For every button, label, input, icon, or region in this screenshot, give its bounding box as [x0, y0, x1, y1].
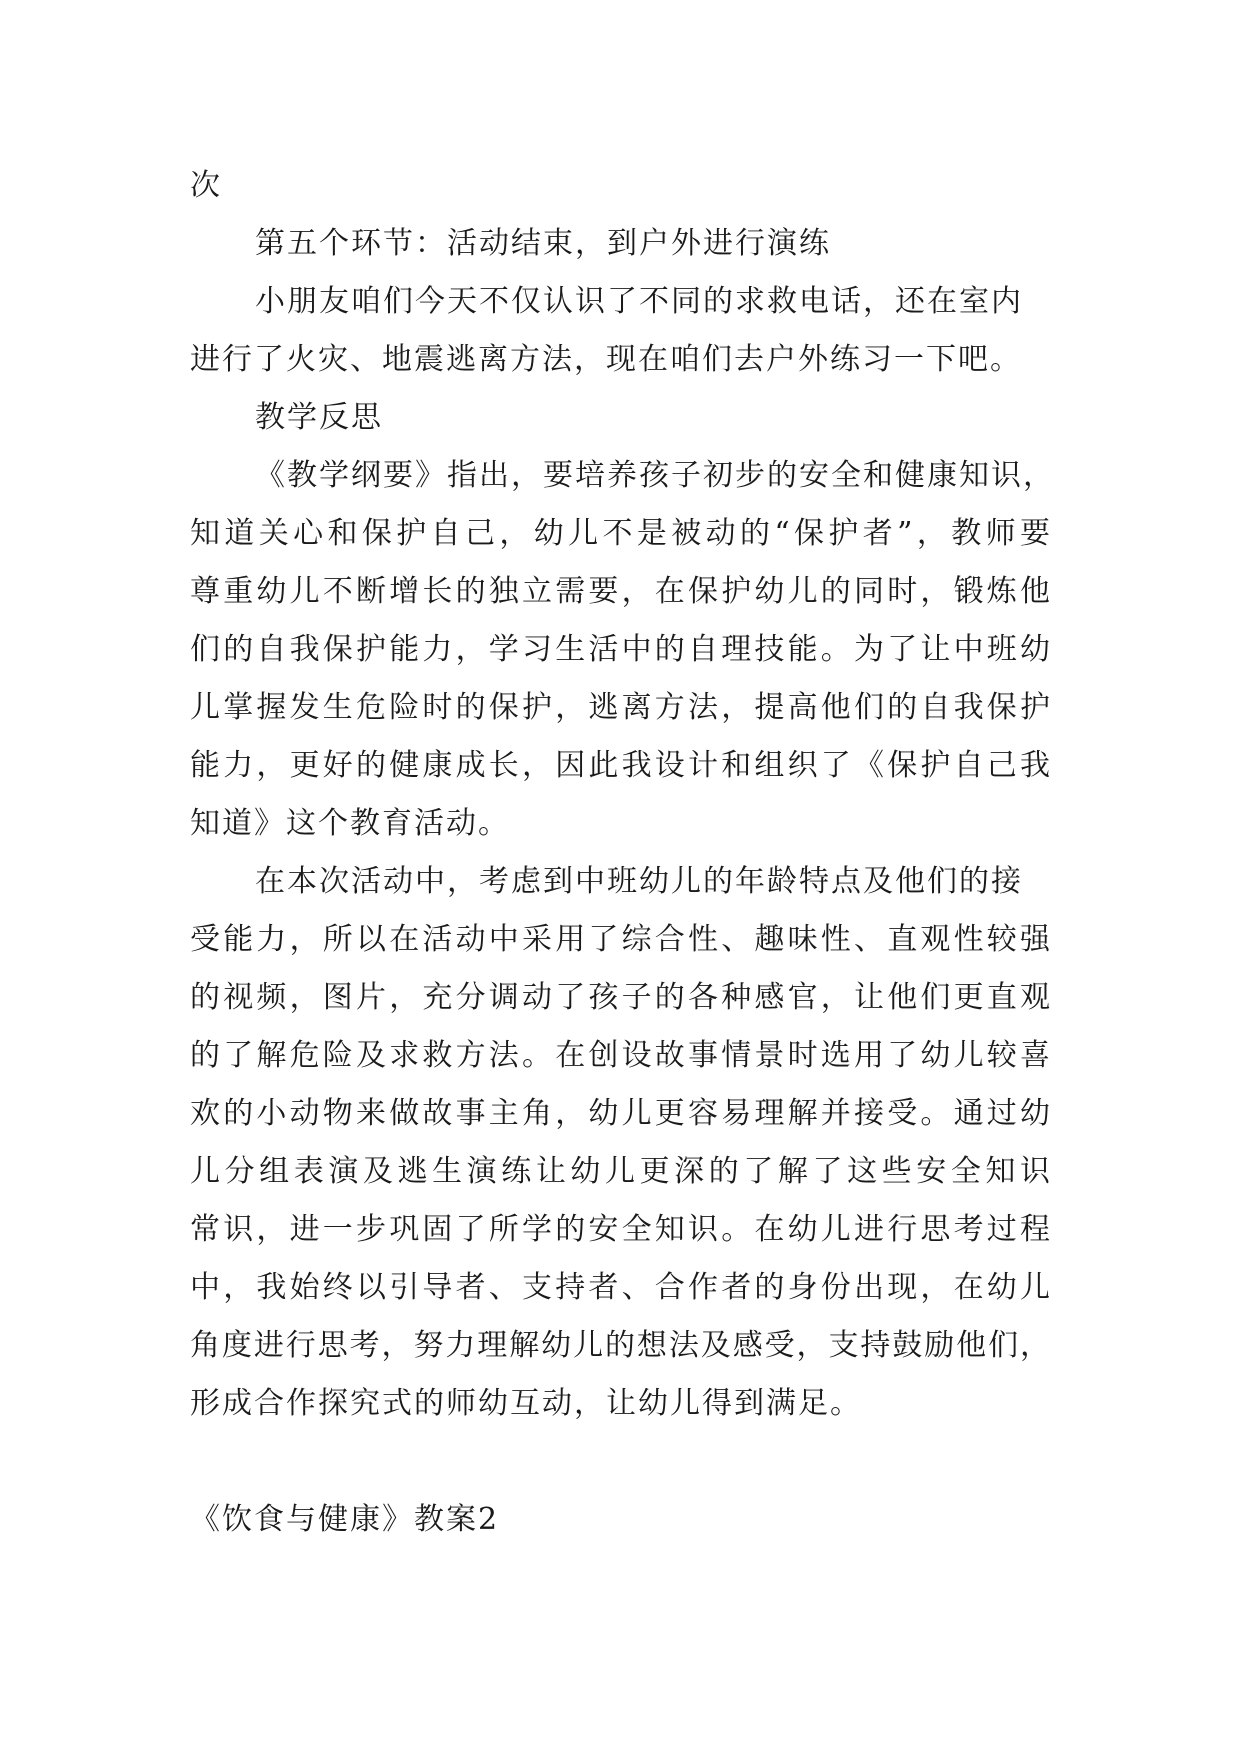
text-line: 形成合作探究式的师幼互动，让幼儿得到满足。 — [190, 1386, 862, 1421]
text-line: 儿掌握发生危险时的保护，逃离方法，提高他们的自我保护 — [190, 690, 1050, 725]
section-heading: 第五个环节：活动结束，到户外进行演练 — [255, 226, 831, 261]
text-line: 能力，更好的健康成长，因此我设计和组织了《保护自己我 — [190, 748, 1050, 783]
text-line: 进行了火灾、地震逃离方法，现在咱们去户外练习一下吧。 — [190, 342, 1022, 377]
text-line: 知道关心和保护自己，幼儿不是被动的“保护者”，教师要 — [190, 516, 1050, 551]
text-line: 的视频，图片，充分调动了孩子的各种感官，让他们更直观 — [190, 980, 1050, 1015]
text-line: 次 — [190, 168, 222, 203]
section-heading: 教学反思 — [255, 400, 383, 435]
text-line: 尊重幼儿不断增长的独立需要，在保护幼儿的同时，锻炼他 — [190, 574, 1050, 609]
text-line: 中，我始终以引导者、支持者、合作者的身份出现，在幼儿 — [190, 1270, 1050, 1305]
text-line: 的了解危险及求救方法。在创设故事情景时选用了幼儿较喜 — [190, 1038, 1050, 1073]
text-line: 在本次活动中，考虑到中班幼儿的年龄特点及他们的接 — [255, 864, 1023, 899]
text-line: 小朋友咱们今天不仅认识了不同的求救电话，还在室内 — [255, 284, 1023, 319]
text-line: 儿分组表演及逃生演练让幼儿更深的了解了这些安全知识 — [190, 1154, 1050, 1189]
text-line: 角度进行思考，努力理解幼儿的想法及感受，支持鼓励他们， — [190, 1328, 1050, 1363]
text-line: 欢的小动物来做故事主角，幼儿更容易理解并接受。通过幼 — [190, 1096, 1050, 1131]
text-line: 知道》这个教育活动。 — [190, 806, 510, 841]
text-line: 《教学纲要》指出，要培养孩子初步的安全和健康知识， — [255, 458, 1055, 493]
text-line: 受能力，所以在活动中采用了综合性、趣味性、直观性较强 — [190, 922, 1050, 957]
text-line: 常识，进一步巩固了所学的安全知识。在幼儿进行思考过程 — [190, 1212, 1050, 1247]
section-title: 《饮食与健康》教案2 — [190, 1502, 500, 1537]
text-line: 们的自我保护能力，学习生活中的自理技能。为了让中班幼 — [190, 632, 1050, 667]
